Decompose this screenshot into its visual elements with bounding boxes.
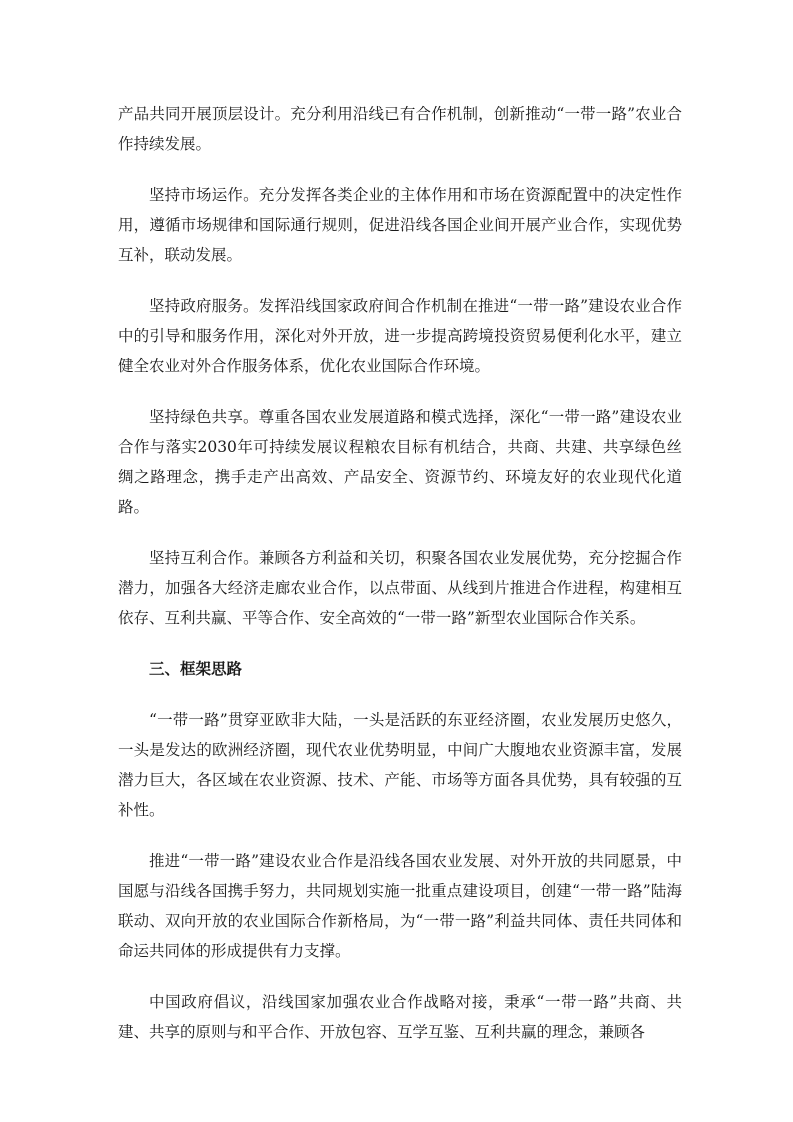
paragraph-green-sharing: 坚持绿色共享。尊重各国农业发展道路和模式选择，深化“一带一路”建设农业合作与落实2030年可持续发展议程粮农目标有机结合，共商、共建、共享绿色丝绸之路理念，携手走产出高效、产品安全、资源节约、环境友好的农业现代化道路。 — [118, 408, 682, 516]
document-body — [118, 99, 682, 1068]
paragraph-belt-road-overview: “一带一路”贯穿亚欧非大陆，一头是活跃的东亚经济圈，农业发展历史悠久，一头是发达的欧洲经济圈，现代农业优势明显，中间广大腹地农业资源丰富，发展潜力巨大，各区域在农业资源、技术、产能、市场等方面各具优势，具有较强的互补性。 — [118, 711, 682, 819]
paragraph-common-vision: 推进“一带一路”建设农业合作是沿线各国农业发展、对外开放的共同愿景，中国愿与沿线各国携手努力，共同规划实施一批重点建设项目，创建“一带一路”陆海联动、双向开放的农业国际合作新格局，为“一带一路”利益共同体、责任共同体和命运共同体的形成提供有力支撑。 — [118, 852, 682, 960]
paragraph-mutual-benefit: 坚持互利合作。兼顾各方利益和关切，积聚各国农业发展优势，充分挖掘合作潜力，加强各大经济走廊农业合作，以点带面、从线到片推进合作进程，构建相互依存、互利共赢、平等合作、安全高效的“一带一路”新型农业国际合作关系。 — [118, 549, 682, 627]
paragraph-continuation: 产品共同开展顶层设计。充分利用沿线已有合作机制，创新推动“一带一路”农业合作持续发展。 — [118, 105, 682, 153]
paragraph-government-service: 坚持政府服务。发挥沿线国家政府间合作机制在推进“一带一路”建设农业合作中的引导和服务作用，深化对外开放，进一步提高跨境投资贸易便利化水平，建立健全农业对外合作服务体系，优化农业国际合作环境。 — [118, 297, 682, 375]
paragraph-market-operation: 坚持市场运作。充分发挥各类企业的主体作用和市场在资源配置中的决定性作用，遵循市场规律和国际通行规则，促进沿线各国企业间开展产业合作，实现优势互补，联动发展。 — [118, 186, 682, 264]
paragraph-government-initiative: 中国政府倡议，沿线国家加强农业合作战略对接，秉承“一带一路”共商、共建、共享的原则与和平合作、开放包容、互学互鉴、互利共赢的理念，兼顾各 — [118, 993, 682, 1041]
section-heading: 三、框架思路 — [149, 660, 243, 678]
